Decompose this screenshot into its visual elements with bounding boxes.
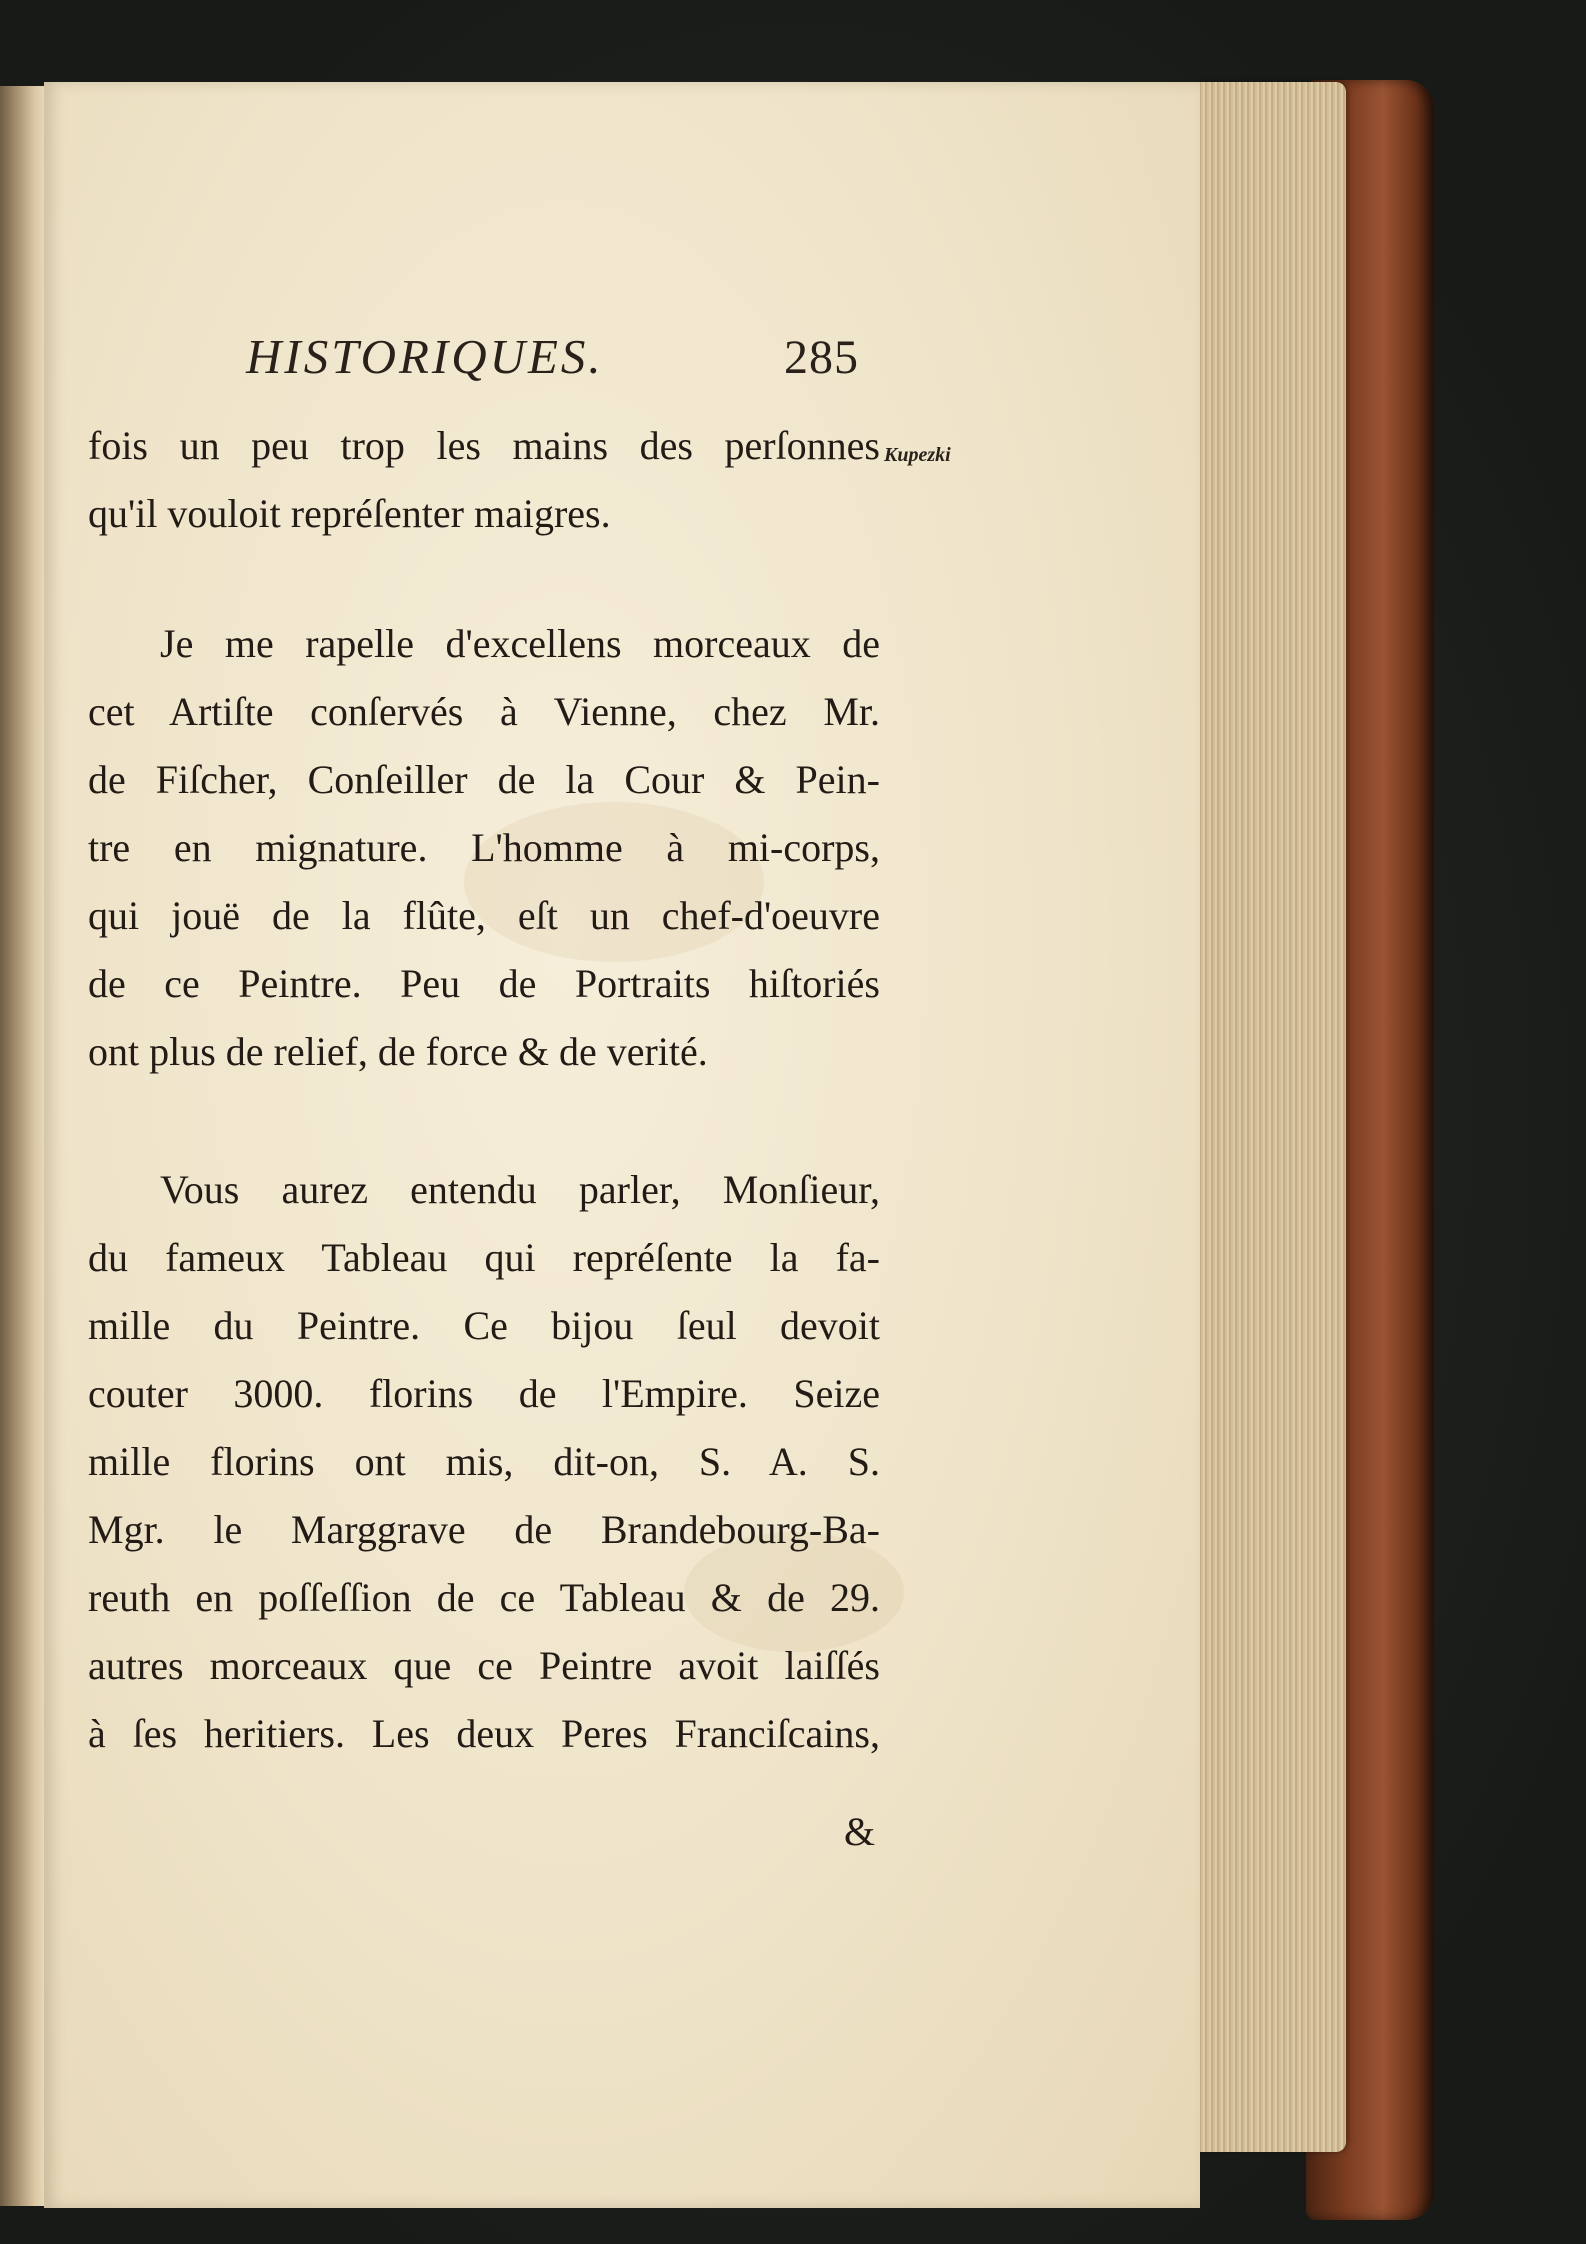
- page-block-edges: [1196, 82, 1346, 2152]
- text-line: fois un peu trop les mains des perſonnes: [88, 423, 880, 468]
- body-text: [88, 412, 880, 1768]
- text-line: qu'il vouloit repréſenter maigres.: [88, 491, 611, 536]
- text-line: reuth en poſſeſſion de ce Tableau & de 29.: [88, 1575, 880, 1620]
- text-line: du fameux Tableau qui repréſente la fa-: [88, 1235, 880, 1280]
- text-line: autres morceaux que ce Peintre avoit laiſſés: [88, 1643, 880, 1688]
- previous-page-edge: [0, 86, 48, 2206]
- text-line: Je me rapelle d'excellens morceaux de: [160, 621, 880, 666]
- text-line: de Fiſcher, Conſeiller de la Cour & Pein-: [88, 757, 880, 802]
- paragraph-gap: [88, 1086, 880, 1156]
- text-line: qui jouë de la flûte, eſt un chef-d'oeuvre: [88, 893, 880, 938]
- text-line: mille florins ont mis, dit-on, S. A. S.: [88, 1439, 880, 1484]
- text-line: Mgr. le Marggrave de Brandebourg-Ba-: [88, 1507, 880, 1552]
- text-line: cet Artiſte conſervés à Vienne, chez Mr.: [88, 689, 880, 734]
- text-line: à ſes heritiers. Les deux Peres Franciſcains,: [88, 1711, 880, 1756]
- text-line: tre en mignature. L'homme à mi-corps,: [88, 825, 880, 870]
- text-line: Vous aurez entendu parler, Monſieur,: [160, 1167, 880, 1212]
- margin-note: Kupezki: [884, 444, 951, 466]
- text-line: mille du Peintre. Ce bijou ſeul devoit: [88, 1303, 880, 1348]
- paragraph-gap: [88, 548, 880, 610]
- text-line: ont plus de relief, de force & de verité.: [88, 1029, 708, 1074]
- page-number: 285: [784, 331, 859, 384]
- text-line: de ce Peintre. Peu de Portraits hiſtoriés: [88, 961, 880, 1006]
- running-head-title: HISTORIQUES.: [246, 329, 604, 384]
- text-line: couter 3000. florins de l'Empire. Seize: [88, 1371, 880, 1416]
- running-head: [210, 328, 910, 398]
- catchword: &: [844, 1809, 876, 1854]
